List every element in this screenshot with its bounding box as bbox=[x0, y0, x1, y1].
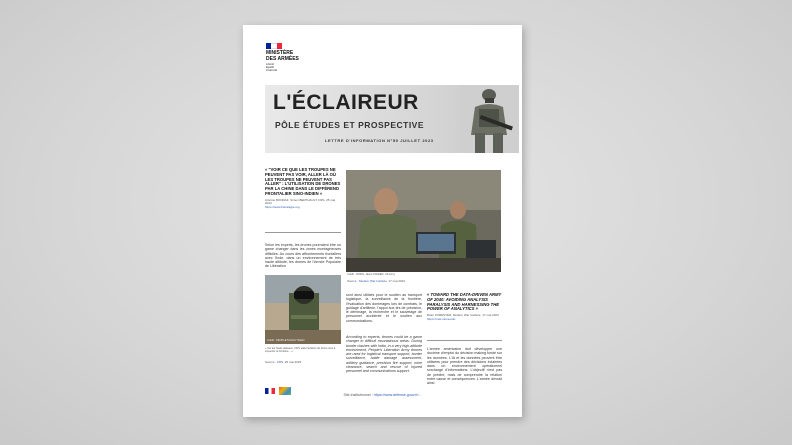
soldiers-computers-photo bbox=[346, 170, 501, 272]
article-1-header bbox=[265, 168, 341, 210]
footer-label: Site institutionnel : bbox=[343, 393, 374, 397]
article-2-authors: Brian FORESTER, Modern War Institute, 17 mai 2023 bbox=[427, 313, 499, 318]
article-1-link[interactable]: https://www.frstrategie.org bbox=[265, 204, 300, 209]
footer bbox=[243, 393, 522, 397]
divider bbox=[427, 340, 502, 341]
newsletter-subtitle: PÔLE ÉTUDES ET PROSPECTIVE bbox=[275, 120, 425, 130]
masthead-banner bbox=[265, 85, 515, 153]
photo-2-source-link[interactable]: FRS bbox=[277, 360, 284, 364]
article-1-quote: « "VOIR CE QUE LES TROUPES NE PEUVENT PAS VOIR, ALLER LÀ OÙ LES TROUPES NE PEUVENT PAS ALLER" : L'UTILISATION DE DRONES PAR LA CHINE DANS LE DIFFÉREND FRONTALIER SINO-INDIEN » bbox=[265, 167, 341, 196]
photo-2-source: Source : FRS, 25 mai 2023 bbox=[265, 360, 302, 364]
article-2-link[interactable]: https://mwi.usma.edu bbox=[427, 316, 456, 321]
photo-2-caption: « Sur les hauts plateaux, l'APL aide l'aviation de drone tous à inspecter la frontière... » bbox=[265, 347, 336, 353]
drone-pilot-photo bbox=[265, 275, 341, 344]
article-2-quote: « TOWARD THE DATA-DRIVEN ARMY OF 2040: AVOIDING ANALYSIS PARALYSIS AND HARNESSING THE POWER OF ANALYTICS » bbox=[427, 292, 502, 312]
article-1-english-summary: According to experts, drones could be a game changer in difficult mountainous areas. During border clashes with India, in a very high-altitude environment, People's Liberation Army drones are used for logistical transport support, border surveillance, battle damage assessment, artillery guidance, precision fire support, mine clearance, search and rescue of injured personnel and communications support. bbox=[346, 335, 422, 374]
footer-link[interactable]: https://www.defense.gouv.fr/... bbox=[373, 393, 422, 397]
ministry-logo bbox=[266, 43, 299, 72]
issue-label: LETTRE D'INFORMATION N°59 JUILLET 2023 bbox=[325, 138, 434, 143]
article-2-body: L'armée américaine doit développer une doctrine d'emploi du décision making fondé sur les données. L'IA et les données peuvent être utilisées pour prendre des décisions éclairées dans un environnement opérationnel surchargé d'informations. L'objectif n'est pas de prédire, mais de comprendre la relation entre cause et conséquences. L'armée devrait ainsi bbox=[427, 347, 502, 386]
ministry-name: MINISTÈRE DES ARMÉES bbox=[266, 50, 299, 62]
newsletter-title: L'ÉCLAIREUR bbox=[273, 91, 419, 114]
photo-1-source-link[interactable]: Modern War Institute bbox=[359, 279, 387, 283]
ministry-motto: Liberté Égalité Fraternité bbox=[266, 63, 278, 72]
article-1-body: Selon les experts, les drones pourraient être un game changer dans les zones montagneuses difficiles. Au cours des affrontements frontaliers avec l'Inde, dans un environnement de très haute altitude, les drones de l'Armée Populaire de Libération bbox=[265, 243, 341, 269]
article-1-continued: sont ainsi utilisés pour le soutien au transport logistique, la surveillance de la frontière, l'évaluation des dommages lors de combats, le guidage d'artillerie, l'appui aux tirs de précision, le déminage, la recherche et le sauvetage de personnel accidenté et le soutien aux communications. bbox=[346, 293, 422, 323]
newsletter-page bbox=[243, 25, 522, 417]
photo-1-source: Source : Modern War Institute, 17 mai 2023 bbox=[347, 279, 405, 283]
soldier-image bbox=[461, 85, 519, 153]
divider bbox=[265, 232, 341, 233]
article-2-header bbox=[427, 293, 502, 321]
photo-2-credit: Crédit : PEOPLE'S DAILY Weibo bbox=[267, 339, 305, 342]
french-flag-icon bbox=[266, 43, 282, 49]
photo-1-credit: Crédit : DVIDS, Jason KAVEEN, US Army bbox=[347, 273, 396, 276]
article-1-authors: Antoine BONDAZ, Simon BERTHAULT, FRS, 25 mai 2023 bbox=[265, 197, 336, 206]
